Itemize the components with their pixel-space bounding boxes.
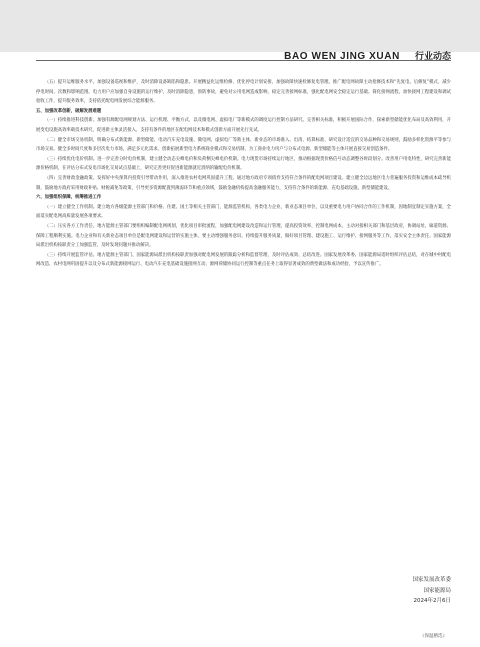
- paragraph: （一）建立健全工作机制。建立地方各级能源主管部门和价格、住建、国土等相关主管部门，能源监管机构，各类电力企业，新业态项目单位，以及重要电力用户协同合作的工作机制，因地制宜制定实施方案，全面落实配电网高质量发展各项要求。: [36, 204, 451, 220]
- paragraph: （一）持续推进科技创新。加强有源配电网规划方法、运行机理、平衡方式，以及微电网、虚拟电厂等新模式的调度运行控制方法研究。完善相关标准，积极开展国际合作，探索新型储能优化布局及高效利用，开展变电设施高效率载技术研究，促进新主体灵活接入，支持有条件的地区在配电网技术和模式创新方面开展先行先试。: [36, 118, 451, 133]
- section-heading: 六、加强组织保障，统筹推进工作: [36, 195, 102, 201]
- paragraph: （五）提升运维服务水平。加强设备巡视和维护，及时消除设备缺陷和隐患。开展精益化运维检修，优化停电计划安排，加强故障快速检修复电管理。推广配电网故障主动抢修技术和“先复电、后修复”模式，减少停电时间、次数和影响范围。电力用户应加强自身设施的运行维护，及时消除隐患，预防事故，避免对公用电网造成影响，稳定完善接网标准，强化配电网安全稳定运行基础。简化接网流程，加快接网工程建设和调试验收工作，提升服务效率，支持依托配电网发展综合能源服务。: [36, 80, 451, 105]
- paragraph: （三）持续开展监管评估。地方能源主管部门、国家能源局派出机构按职责加强对配电网发展的跟踪分析和监督管理，及时评估成效、总结改进。国家发展改革委、国家能源局适时组织评估总结，对在城中村配电网改造、农村电网巩固提升以及分布式新能源接网运行、电动汽车充电基础设施接网互动、源网荷储协同运行控制等重点任务上取得显著成效的典型做法和成功经验，予以宣传推广。: [36, 252, 451, 268]
- page-header: [36, 44, 451, 61]
- signature-block: [291, 575, 451, 607]
- paragraph: （三）持续优化电价机制。进一步完善分时电价机制，建立健全动态尖峰电价和负荷侧尖峰电价机制。电力现货市场持续运行地区，推动根据现货价格信号动态调整谷时段划分。改善用户用电特性，研究完善新能源价格机制，在评估分布式发电市场化交易试点基础上，研究完善更好促进新能源就近消纳的输配电价机制。: [36, 156, 451, 172]
- paragraph: （四）完善财政金融政策。发挥好中央预算内投资引导带动作用，深入推进农村电网巩固提升工程，通过地方政府专项债券支持符合条件的配电网项目建设。建立健全边远地区电力普遍服务投资和运维成本疏导机制，鼓励地方政府采用财政补贴、财税减免等政策，引导更多资源配置到薄弱环节和重点领域，鼓励金融机构提高金融服务能力，支持符合条件的新能源、充电基础设施、新型储能建设。: [36, 175, 451, 191]
- section-tag: 行业动态: [414, 52, 451, 62]
- footer-publication: 《保温精选》: [420, 634, 447, 639]
- section-heading: 五、加强改革创新，破解发展难题: [36, 108, 102, 114]
- signature-date: 2024年2月6日: [413, 598, 451, 604]
- article-body: [36, 78, 451, 270]
- page-footer: [420, 633, 447, 639]
- signature-org-ndrc: 国家发展改革委: [412, 577, 451, 583]
- paragraph: （二）压实各方工作责任。地方能源主管部门要组织编制配电网规划，优化项目审批流程，加强配电网建设改造和运行管理，提高投资效率，控制电网成本，主动对接相关部门和基层政府，协调站址、廊道资源、保障工程顺利实施。电力企业和有关新业态项目单位是配电网建设和运营的实施主体，要主动增强服务意识，持续提升服务质量，做好项目管理、建设施工、运行维护、接网服务等工作，落实安全主体责任。国家能源局派出机构按职责分工加强监管，及时发现问题并推动解决。: [36, 223, 451, 249]
- brand-title: BAO WEN JING XUAN: [284, 51, 400, 62]
- paragraph: （二）健全市场交易机制。明确分布式新能源、新型储能、电动汽车充电设施、微电网、虚拟电厂等新主体、新业态的市场准入、出清、结算标准，研究设计适宜的交易品种和交易规则，鼓励多样化资源平等参与市场交易。健全多时间尺度和多层次电力市场，满足多元化需求。创新拓展新型电力系统商业模式和交易机制，为工商业电力用户与分布式电源、新型储能等主体开展直接交易创造条件。: [36, 137, 451, 153]
- signature-org-nea: 国家能源局: [423, 587, 451, 594]
